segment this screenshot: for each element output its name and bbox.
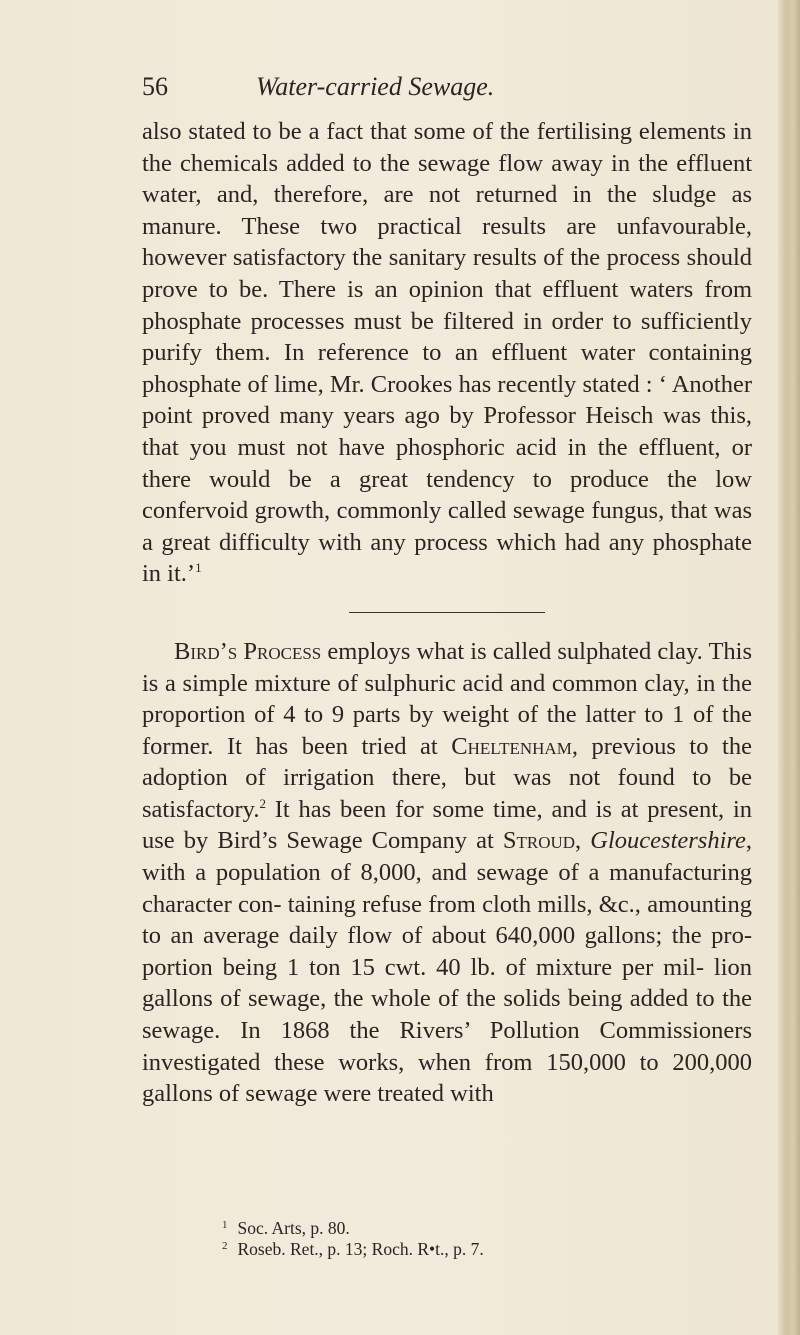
section-divider <box>349 612 545 613</box>
footnote <box>222 1239 762 1260</box>
paragraph-text: employs what is called sulphated clay. This is a simple mixture of sulphuric acid and common clay, in the proportion of 4 to 9 parts by weight of the latter to 1 of the former. It has been tried at <box>142 637 753 760</box>
footnotes <box>222 1218 762 1260</box>
footnote-ref: 1 <box>195 560 202 576</box>
running-title: Water-carried Sewage. <box>256 72 495 101</box>
footnote <box>222 1218 762 1239</box>
page-header <box>142 72 742 102</box>
footnote-text: Soc. Arts, p. 80. <box>237 1218 350 1238</box>
paragraph-birds-process <box>142 636 752 1110</box>
footnote-text: Roseb. Ret., p. 13; Roch. R•t., p. 7. <box>237 1239 484 1259</box>
footnote-ref: 2 <box>259 795 266 811</box>
place-name: Cheltenham <box>451 732 572 760</box>
footnote-mark: 1 <box>222 1219 228 1231</box>
paragraph-text: , with a population of 8,000, and sewage of a manufacturing character con- taining refuse from cloth mills, &c., amounting to an average daily flow of about 640,000 gallons; the pro- portion being 1 ton 15 cwt. 40 lb. of mixture per mil- lion gallons of sewage, the whole of the solids being added to the sewage. In 1868 the Rivers’ Pollution Commissioners investigated these works, when from 150,000 to 200,000 gallons of sewage were treated with <box>142 827 752 1108</box>
paragraph-text: , <box>575 827 591 855</box>
place-name: Stroud <box>502 827 576 855</box>
page-number: 56 <box>142 72 168 101</box>
footnote-mark: 2 <box>222 1240 228 1252</box>
body-text <box>142 116 752 1110</box>
paragraph-text: also stated to be a fact that some of the fertilising elements in the chemicals added to the sewage flow away in the effluent water, and, therefore, are not returned in the sludge as manure. These two practical results are unfavourable, however satisfactory the sanitary results of the process should prove to be. There is an opinion that effluent waters from phosphate processes must be filtered in order to sufficiently purify them. In reference to an effluent water containing phosphate of lime, Mr. Crookes has recently stated : ‘ Another point proved many years ago by Professor Heisch was this, that you must not have phosphoric acid in the effluent, or there would be a great tendency to produce the low confervoid growth, commonly called sewage fungus, that was a great difficulty with any process which had any phosphate in it.’ <box>142 118 752 588</box>
paragraph-text: It has been for some time, and is at present, in use by Bird’s Sewage Company at <box>142 795 752 855</box>
paragraph-text: , previous to the adoption of irrigation there, but was not found to be satisfactory. <box>142 732 752 823</box>
section-lead: Bird’s Process <box>174 637 322 665</box>
page-edge <box>778 0 800 1335</box>
paragraph-continued <box>142 116 752 590</box>
county-name: Gloucestershire <box>590 827 746 855</box>
